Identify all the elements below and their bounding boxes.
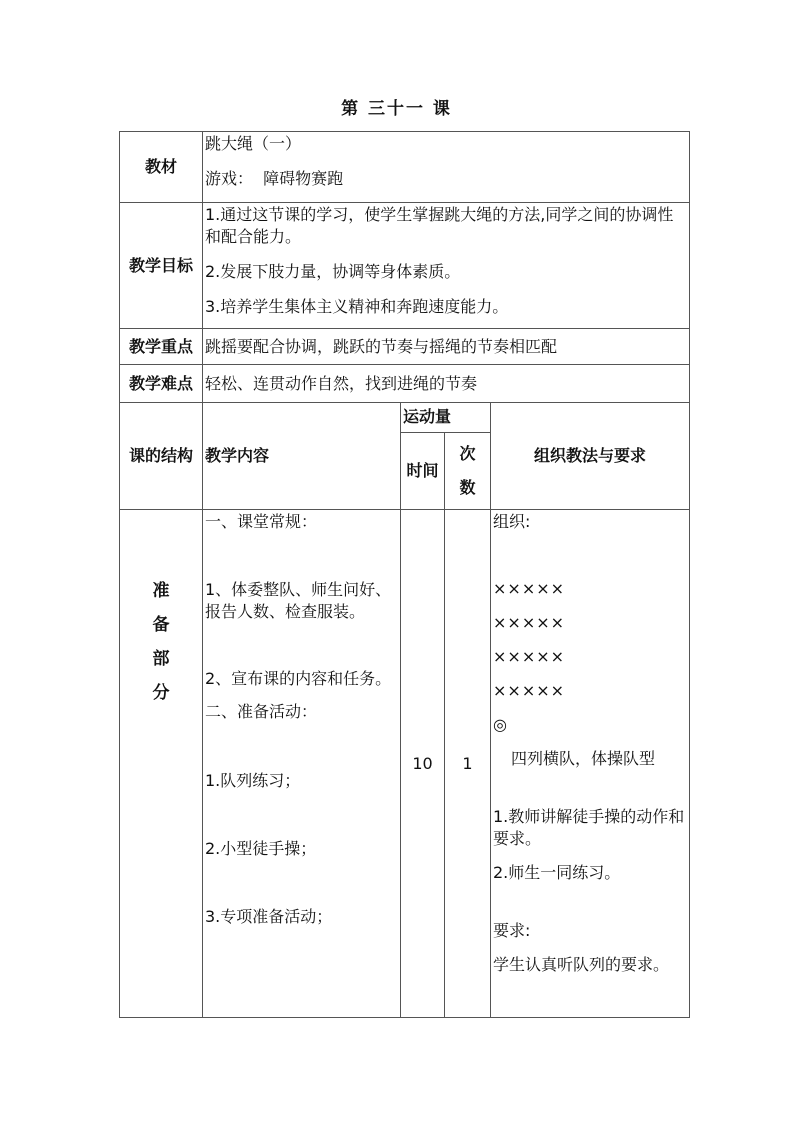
header-count-char: 数 [459, 478, 476, 497]
header-row-1 [120, 403, 690, 433]
material-line-1: 跳大绳（一） [205, 134, 302, 153]
prep-count: 1 [445, 510, 491, 1018]
prep-content-line: 1、体委整队、师生问好、报告人数、检查服装。 [205, 580, 392, 621]
objective-item: 2.发展下肢力量，协调等身体素质。 [205, 262, 461, 281]
formation-row: ××××× [493, 579, 566, 598]
material-line-2: 游戏： 障碍物赛跑 [205, 169, 344, 188]
formation-caption: 四列横队，体操队型 [511, 749, 656, 768]
method-step: 1.教师讲解徒手操的动作和要求。 [493, 807, 685, 848]
formation-row: ××××× [493, 681, 566, 700]
header-count-char: 次 [459, 444, 476, 463]
header-load: 运动量 [401, 403, 491, 433]
material-content [203, 132, 690, 203]
difficulty-text: 轻松、连贯动作自然，找到进绳的节奏 [203, 365, 690, 403]
prep-content-line: 2.小型徒手操； [205, 839, 317, 858]
teacher-mark: ◎ [493, 715, 507, 734]
prep-section-label [120, 510, 203, 1018]
prep-row [120, 510, 690, 1018]
objective-item: 1.通过这节课的学习，使学生掌握跳大绳的方法,同学之间的协调性和配合能力。 [205, 205, 674, 246]
key-point-text: 跳摇要配合协调，跳跃的节奏与摇绳的节奏相匹配 [203, 329, 690, 365]
formation-row: ××××× [493, 613, 566, 632]
method-step: 2.师生一同练习。 [493, 863, 621, 882]
header-structure: 课的结构 [120, 403, 203, 510]
prep-label-char: 备 [152, 615, 170, 635]
prep-label-char: 分 [152, 683, 170, 703]
prep-label-char: 部 [152, 649, 170, 669]
prep-content-line: 二、准备活动： [205, 702, 318, 721]
formation-row: ××××× [493, 647, 566, 666]
material-row [120, 132, 690, 203]
prep-content-line: 一、课堂常规： [205, 512, 318, 531]
lesson-plan-table [119, 131, 690, 1018]
objective-item: 3.培养学生集体主义精神和奔跑速度能力。 [205, 297, 509, 316]
requirement-label: 要求: [493, 921, 531, 940]
prep-method [491, 510, 690, 1018]
key-point-row [120, 329, 690, 365]
header-method: 组织教法与要求 [491, 403, 690, 510]
prep-content-line: 3.专项准备活动； [205, 907, 333, 926]
page-title: 第 三十一 课 [341, 99, 452, 119]
header-time: 时间 [401, 433, 445, 510]
requirement-text: 学生认真听队列的要求。 [493, 955, 670, 974]
prep-content-line: 1.队列练习； [205, 771, 301, 790]
objectives-content [203, 203, 690, 329]
prep-label-char: 准 [152, 581, 170, 601]
difficulty-row [120, 365, 690, 403]
prep-time: 10 [401, 510, 445, 1018]
key-point-label: 教学重点 [120, 329, 203, 365]
material-label: 教材 [120, 132, 203, 203]
header-content: 教学内容 [203, 403, 401, 510]
difficulty-label: 教学难点 [120, 365, 203, 403]
header-count [445, 433, 491, 510]
objectives-row [120, 203, 690, 329]
prep-content-line: 2、宣布课的内容和任务。 [205, 669, 392, 688]
org-label: 组织: [493, 512, 531, 531]
objectives-label: 教学目标 [120, 203, 203, 329]
prep-content [203, 510, 401, 1018]
